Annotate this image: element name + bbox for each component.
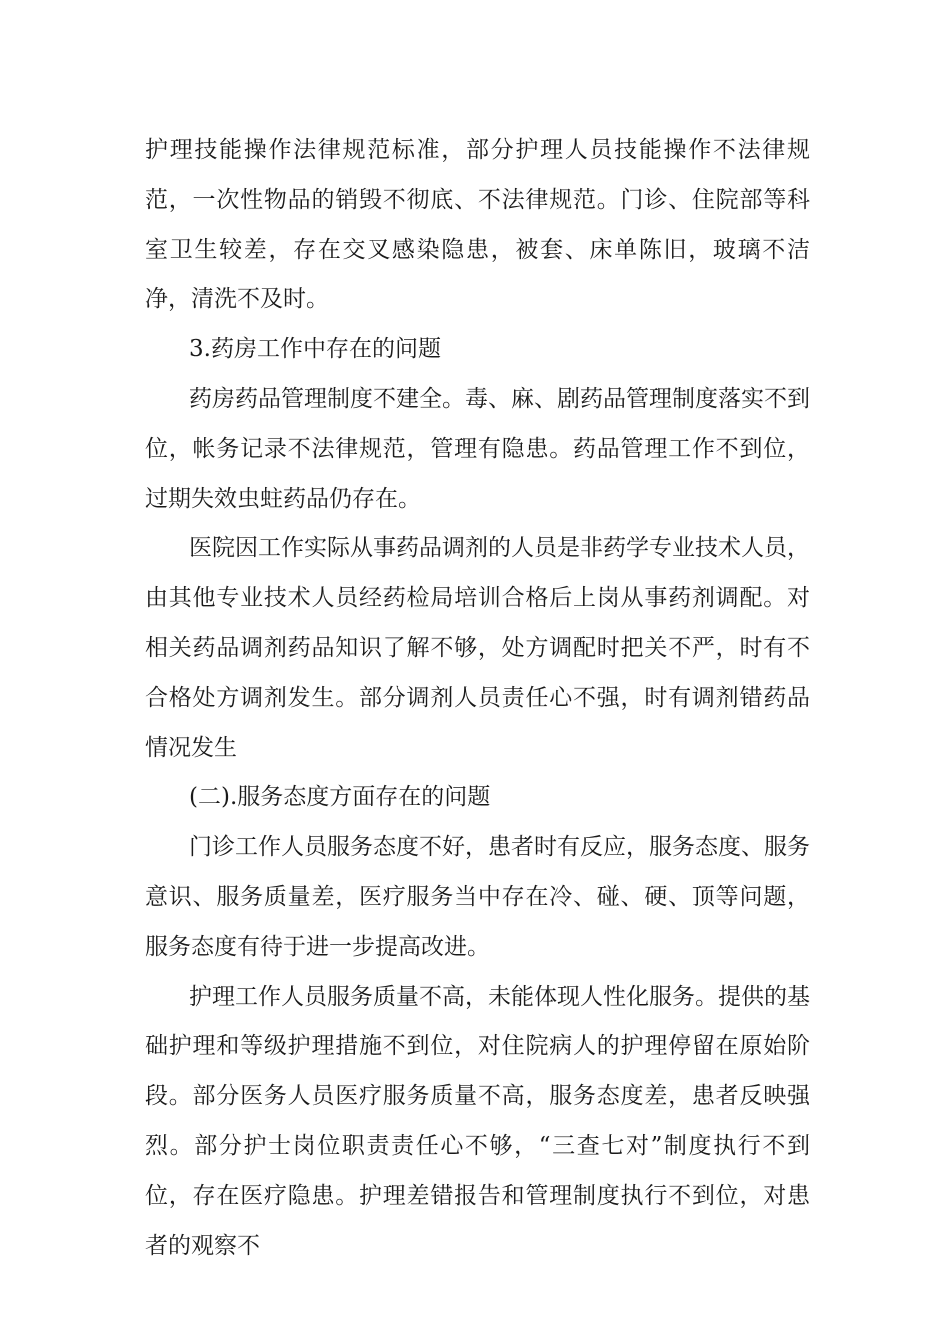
paragraph-pharmacy-management: 药房药品管理制度不建全。毒、麻、剧药品管理制度落实不到位，帐务记录不法律规范，管理有隐患。药品管理工作不到位，过期失效虫蛀药品仍存在。: [145, 385, 810, 512]
section-heading-service-attitude: (二).服务态度方面存在的问题: [189, 784, 491, 811]
paragraph-nursing-hygiene: 护理技能操作法律规范标准，部分护理人员技能操作不法律规范，一次性物品的销毁不彻底、不法律规范。门诊、住院部等科室卫生较差，存在交叉感染隐患，被套、床单陈旧，玻璃不洁净，清洗不及时。: [145, 137, 810, 313]
paragraph-nursing-service: 护理工作人员服务质量不高，未能体现人性化服务。提供的基础护理和等级护理措施不到位，对住院病人的护理停留在原始阶段。部分医务人员医疗服务质量不高，服务态度差，患者反映强烈。部分护士岗位职责责任心不够，“三查七对”制度执行不到位，存在医疗隐患。护理差错报告和管理制度执行不到位，对患者的观察不: [145, 983, 810, 1259]
paragraph-outpatient-service: 门诊工作人员服务态度不好，患者时有反应，服务态度、服务意识、服务质量差，医疗服务当中存在冷、碰、硬、顶等问题，服务态度有待于进一步提高改进。: [145, 834, 810, 960]
paragraph-pharmacy-staff: 医院因工作实际从事药品调剂的人员是非药学专业技术人员，由其他专业技术人员经药检局培训合格后上岗从事药剂调配。对相关药品调剂药品知识了解不够，处方调配时把关不严，时有不合格处方调剂发生。部分调剂人员责任心不强，时有调剂错药品情况发生: [145, 535, 810, 761]
document-body: [145, 126, 810, 1271]
section-heading-pharmacy: 3.药房工作中存在的问题: [189, 336, 441, 363]
